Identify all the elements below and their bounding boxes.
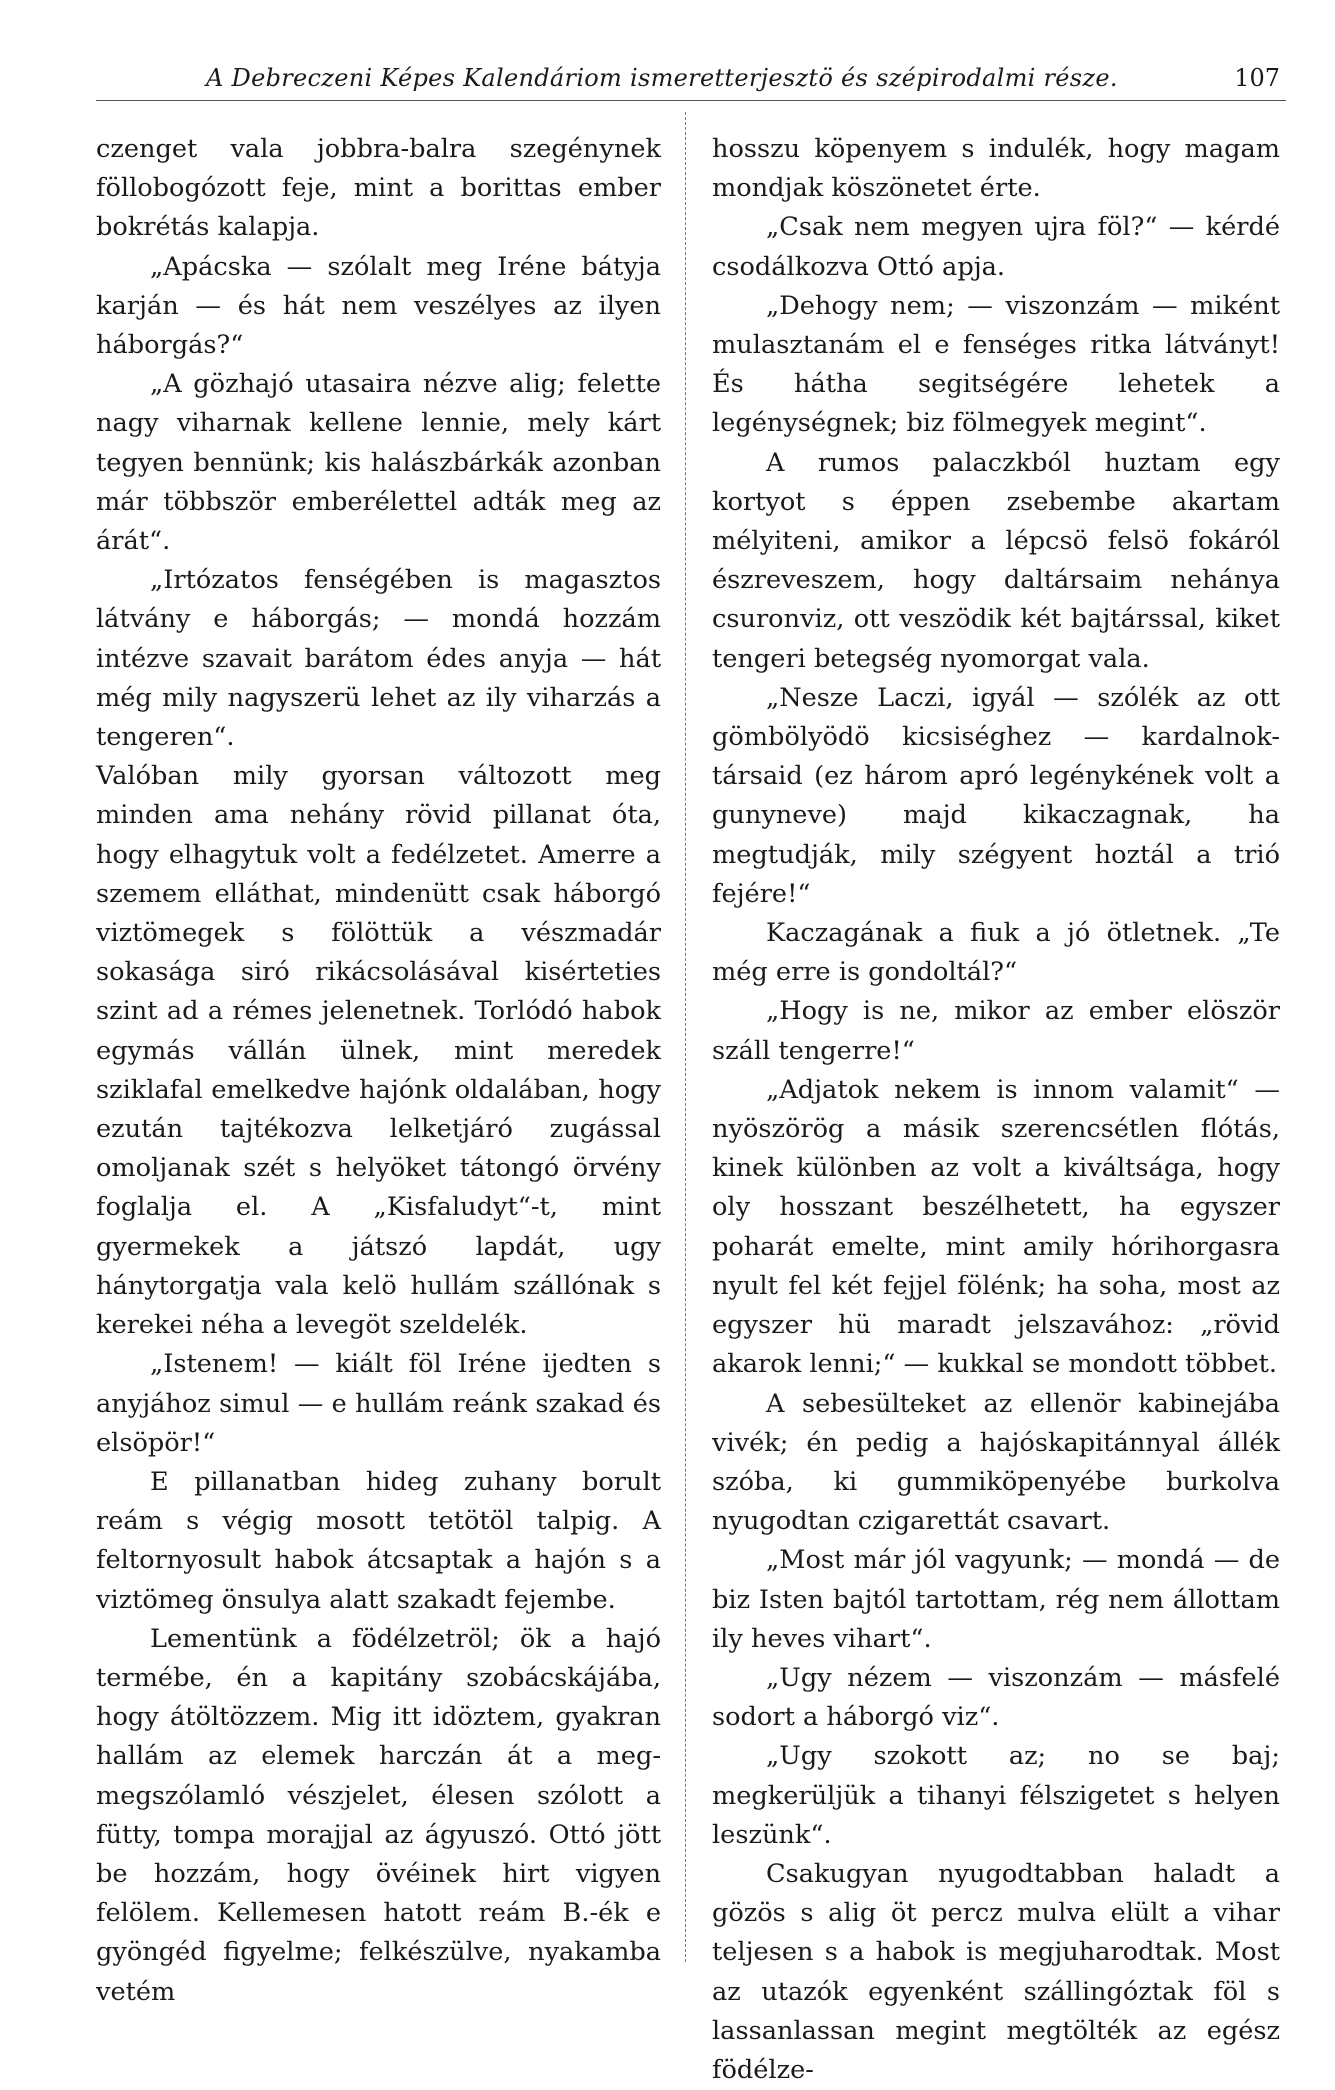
paragraph: „Ugy nézem — viszonzám — másfelé sodort a háborgó viz“. [712,1662,1280,1733]
paragraph: Valóban mily gyorsan változott meg minden ama nehány rövid pillanat óta, hogy elhagytuk volt a fedélzetet. Amerre a szemem elláthat, mindenütt csak háborgó viztömegek s fölöttük a vészmadár sokasága siró rikácsolásával kisérteties szint ad a rémes jelenetnek. Torlódó habok egymás vállán ülnek, mint meredek sziklafal emelkedve hajónk oldalában, hogy ezután tajtékozva lelketjáró zugással omoljanak szét s helyöket tátongó örvény foglalja el. A „Kisfaludyt“-t, mint gyermekek a játszó lapdát, ugy hánytorgatja vala kelö hullám szállónak s kerekei néha a levegöt szeldelék. [96,761,661,1341]
paragraph: „Apácska — szólalt meg Iréne bátyja karján — és hát nem veszélyes az ilyen háborgás?“ [96,251,661,361]
running-header [96,60,1286,101]
paragraph: Kaczagának a fiuk a jó ötletnek. „Te még erre is gondoltál?“ [712,918,1280,988]
paragraph: A sebesülteket az ellenör kabinejába vivék; én pedig a hajóskapitánnyal állék szóba, ki gummiköpenyébe burkolva nyugodtan czigarettát csavart. [712,1388,1280,1537]
paragraph: E pillanatban hideg zuhany borult reám s végig mosott tetötöl talpig. A feltornyosult habok átcsaptak a hajón s a viztömeg önsulya alatt szakadt fejembe. [96,1466,661,1615]
paragraph: A rumos palaczkból huztam egy kortyot s éppen zsebembe akartam mélyiteni, amikor a lépcsö felsö fokáról észreveszem, hogy daltársaim nehánya csuronviz, ott veszödik két bajtárssal, kiket tengeri betegség nyomorgat vala. [712,447,1280,674]
paragraph: „Hogy is ne, mikor az ember elöször száll tengerre!“ [712,996,1280,1066]
paragraph: „Adjatok nekem is innom valamit“ — nyöszörög a másik szerencsétlen flótás, kinek különben az volt a kiváltsága, hogy oly hosszant beszélhetett, ha egyszer poharát emelte, mint amily hórihorgasra nyult fel két fejjel fölénk; ha soha, most az egyszer hü maradt jelszavához: „rövid akarok lenni;“ — kukkal se mondott többet. [712,1074,1280,1380]
paragraph: Lementünk a födélzetröl; ök a hajó termébe, én a kapitány szobácskájába, hogy átöltözzem. Mig itt idöztem, gyakran hallám az elemek harczán át a meg-megszólamló vészjelet, élesen szólott a fütty, tompa morajjal az ágyuszó. Ottó jött be hozzám, hogy övéinek hirt vigyen felölem. Kellemesen hatott reám B.-ék e gyöngéd figyelme; felkészülve, nyakamba vetém [96,1623,661,2007]
paragraph: „Irtózatos fenségében is magasztos látvány e háborgás; — mondá hozzám intézve szavait barátom édes anyja — hát még mily nagyszerü lehet az ily viharzás a tengeren“. [96,565,661,753]
paragraph: „Istenem! — kiált föl Iréne ijedten s anyjához simul — e hullám reánk szakad és elsöpör!“ [96,1349,661,1458]
paragraph: „Dehogy nem; — viszonzám — miként mulasztanám el e fenséges ritka látványt! És hátha segitségére lehetek a legénységnek; biz fölmegyek megint“. [712,290,1280,439]
right-column [712,130,1280,2090]
paragraph: „Nesze Laczi, igyál — szólék az ott gömbölyödö kicsiséghez — kardalnok-társaid (ez három apró legénykének volt a gunyneve) majd kikaczagnak, ha megtudják, mily szégyent hoztál a trió fejére!“ [712,682,1280,909]
page-number: 107 [1234,64,1280,92]
left-column [96,130,661,2012]
running-title: A Debreczeni Képes Kalendáriom ismeretterjesztö és szépirodalmi része. [206,64,1118,92]
paragraph: „A gözhajó utasaira nézve alig; felette nagy viharnak kellene lennie, mely kárt tegyen bennünk; kis halászbárkák azonban már többször emberélettel adták meg az árát“. [96,369,661,557]
paragraph: „Most már jól vagyunk; — mondá — de biz Isten bajtól tartottam, rég nem állottam ily heves vihart“. [712,1545,1280,1654]
paragraph: „Csak nem megyen ujra föl?“ — kérdé csodálkozva Ottó apja. [712,212,1280,282]
paragraph: hosszu köpenyem s indulék, hogy magam mondjak köszönetet érte. [712,134,1280,204]
column-divider [685,112,686,1962]
paragraph: „Ugy szokott az; no se baj; megkerüljük a tihanyi félszigetet s helyen leszünk“. [712,1741,1280,1850]
paragraph: czenget vala jobbra-balra szegénynek föllobogózott feje, mint a borittas ember bokrétás kalapja. [96,134,661,243]
paragraph: Csakugyan nyugodtabban haladt a gözös s alig öt percz mulva elült a vihar teljesen s a habok is megjuharodtak. Most az utazók egyenként szállingóztak föl s lassanlassan megint megtölték az egész födélze- [712,1858,1280,2085]
